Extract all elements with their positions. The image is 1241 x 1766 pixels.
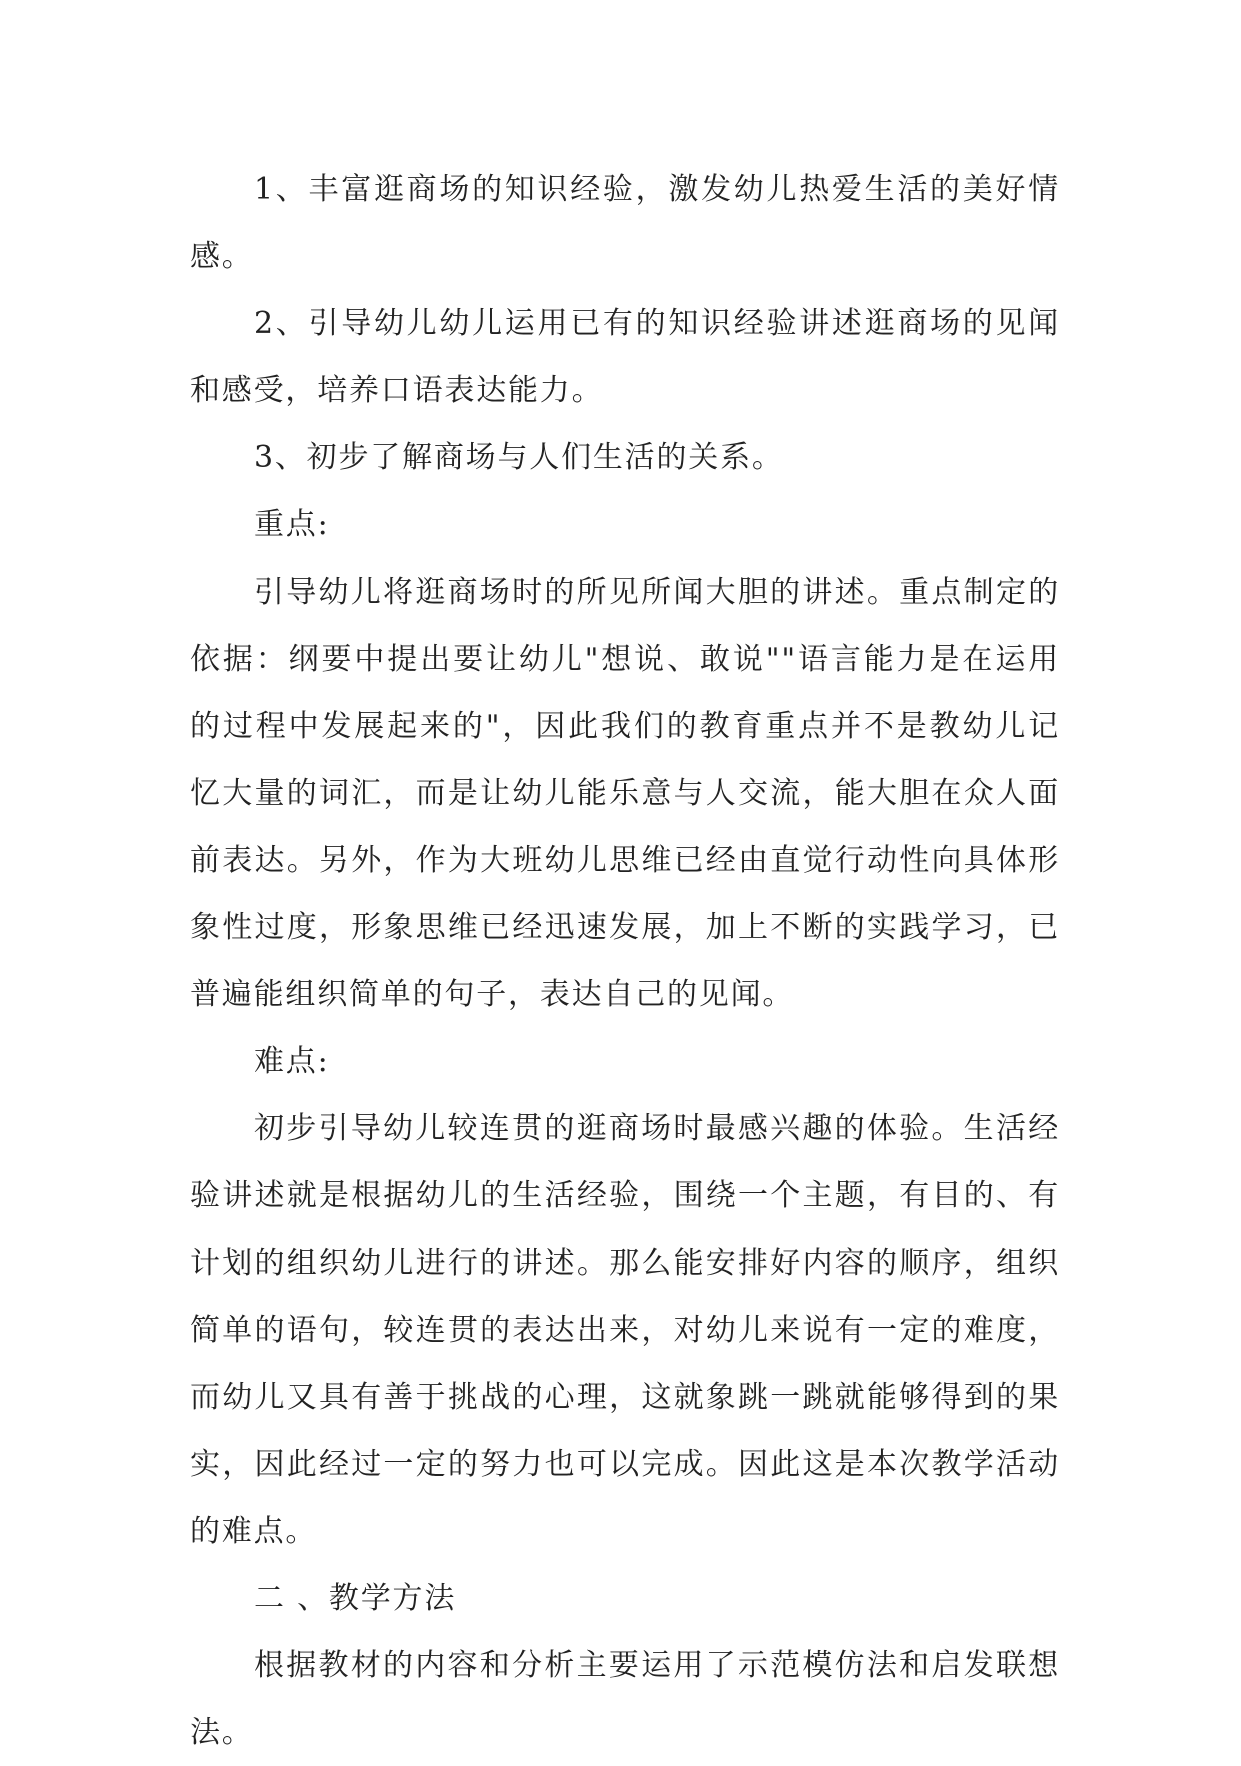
teaching-method-heading: 二 、教学方法 (254, 1580, 457, 1616)
difficulty-paragraph: 初步引导幼儿较连贯的逛商场时最感兴趣的体验。生活经验讲述就是根据幼儿的生活经验，围绕一个主题，有目的、有计划的组织幼儿进行的讲述。那么能安排好内容的顺序，组织简单的语句，较连贯的表达出来，对幼儿来说有一定的难度，而幼儿又具有善于挑战的心理，这就象跳一跳就能够得到的果实，因此经过一定的努力也可以完成。因此这是本次教学活动的难点。 (190, 1111, 1060, 1549)
goal-paragraph-1: 1、丰富逛商场的知识经验，激发幼儿热爱生活的美好情感。 (190, 172, 1060, 275)
goal-paragraph-2: 2、引导幼儿幼儿运用已有的知识经验讲述逛商场的见闻和感受，培养口语表达能力。 (190, 306, 1060, 409)
key-point-heading: 重点: (254, 507, 330, 543)
document-body (190, 156, 1060, 1766)
goal-paragraph-3: 3、初步了解商场与人们生活的关系。 (254, 440, 784, 476)
teaching-method-paragraph: 根据教材的内容和分析主要运用了示范模仿法和启发联想法。 (190, 1648, 1060, 1751)
difficulty-heading: 难点: (254, 1044, 330, 1080)
key-point-paragraph: 引导幼儿将逛商场时的所见所闻大胆的讲述。重点制定的依据：纲要中提出要让幼儿"想说、敢说""语言能力是在运用的过程中发展起来的"，因此我们的教育重点并不是教幼儿记忆大量的词汇，而是让幼儿能乐意与人交流，能大胆在众人面前表达。另外，作为大班幼儿思维已经由直觉行动性向具体形象性过度，形象思维已经迅速发展，加上不断的实践学习，已普遍能组织简单的句子，表达自己的见闻。 (190, 574, 1060, 1013)
